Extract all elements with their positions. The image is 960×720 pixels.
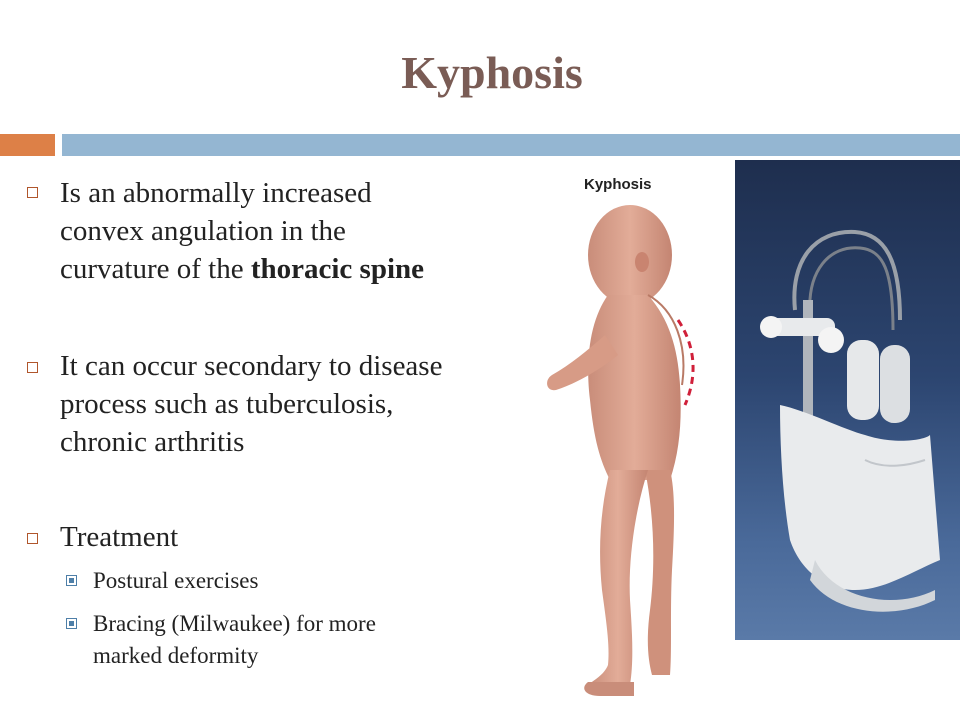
child-leg-front xyxy=(588,470,648,685)
brace-pad xyxy=(818,327,844,353)
bullet-square-icon xyxy=(27,187,38,198)
milwaukee-brace-photo xyxy=(735,160,960,640)
bullet-1-line-1: Is an abnormally increased xyxy=(60,177,372,209)
figure-caption: Kyphosis xyxy=(584,176,652,193)
sub-bullet-1: Postural exercises xyxy=(93,568,259,593)
brace-pad xyxy=(760,316,782,338)
child-head xyxy=(588,205,672,305)
bullet-2 xyxy=(60,347,520,461)
bullet-2-line-3: chronic arthritis xyxy=(60,426,245,458)
sub-bullet-square-icon xyxy=(66,618,77,629)
bullet-2-line-2: process such as tuberculosis, xyxy=(60,388,394,420)
brace-shoulder-pad xyxy=(847,340,879,420)
sub-bullet-2-line-2: marked deformity xyxy=(93,643,259,668)
child-leg-back xyxy=(645,470,674,675)
child-foot xyxy=(584,682,634,696)
milwaukee-brace-illustration xyxy=(735,160,960,640)
slide-title: Kyphosis xyxy=(401,47,583,98)
bullet-1 xyxy=(60,174,520,288)
brace-shoulder-pad xyxy=(880,345,910,423)
kyphosis-child-illustration xyxy=(530,170,730,710)
bullet-1-emphasis: thoracic spine xyxy=(250,253,425,285)
sub-bullet-2-line-1: Bracing (Milwaukee) for more xyxy=(93,611,376,636)
brace-metal-hoop xyxy=(810,248,893,330)
bullet-3: Treatment xyxy=(60,521,179,553)
sub-bullet-2 xyxy=(93,608,473,672)
brace-pelvic-girdle xyxy=(780,405,940,590)
bullet-1-line-3 xyxy=(60,250,520,288)
bullet-1-line-2: convex angulation in the xyxy=(60,215,346,247)
child-torso xyxy=(588,295,681,480)
bullet-1-line-3-text: curvature of the xyxy=(60,253,251,285)
sub-bullet-square-icon xyxy=(66,575,77,586)
child-ear xyxy=(635,252,649,272)
bullet-square-icon xyxy=(27,362,38,373)
bullet-square-icon xyxy=(27,533,38,544)
bullet-2-line-1: It can occur secondary to disease xyxy=(60,350,443,382)
